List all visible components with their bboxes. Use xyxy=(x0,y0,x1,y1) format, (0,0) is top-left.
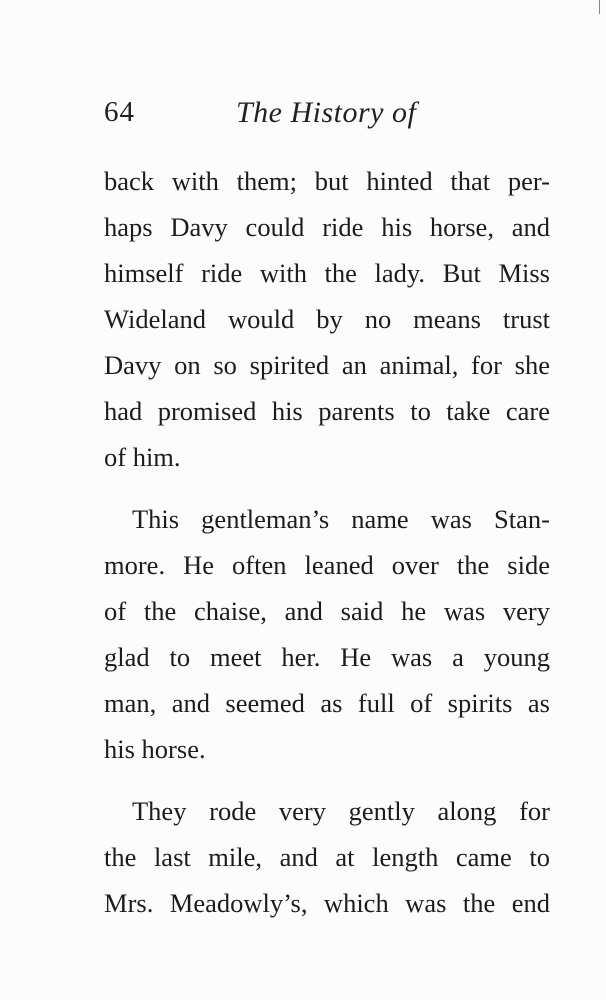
text-line: They rode very gently along for xyxy=(132,796,550,826)
text-line: Mrs. Meadowly’s, which was the end xyxy=(104,888,550,918)
running-title: The History of xyxy=(236,96,417,129)
text-line: of him. xyxy=(104,442,181,472)
text-line: of the chaise, and said he was very xyxy=(104,596,550,626)
paragraph-1 xyxy=(104,158,550,480)
text-line: the last mile, and at length came to xyxy=(104,842,550,872)
page-edge-mark xyxy=(599,0,600,14)
text-line: more. He often leaned over the side xyxy=(104,550,550,580)
text-line: haps Davy could ride his horse, and xyxy=(104,212,550,242)
text-line: himself ride with the lady. But Miss xyxy=(104,258,550,288)
text-line: This gentleman’s name was Stan- xyxy=(132,504,550,534)
text-line: his horse. xyxy=(104,734,206,764)
page-header xyxy=(104,96,550,136)
text-line: Wideland would by no means trust xyxy=(104,304,550,334)
text-line: man, and seemed as full of spirits as xyxy=(104,688,550,718)
text-line: back with them; but hinted that per- xyxy=(104,166,550,196)
paragraph-3 xyxy=(104,788,550,926)
paragraph-2 xyxy=(104,496,550,772)
page-number: 64 xyxy=(104,96,135,128)
body-text xyxy=(104,158,550,926)
text-line: Davy on so spirited an animal, for she xyxy=(104,350,550,380)
text-line: had promised his parents to take care xyxy=(104,396,550,426)
text-line: glad to meet her. He was a young xyxy=(104,642,550,672)
